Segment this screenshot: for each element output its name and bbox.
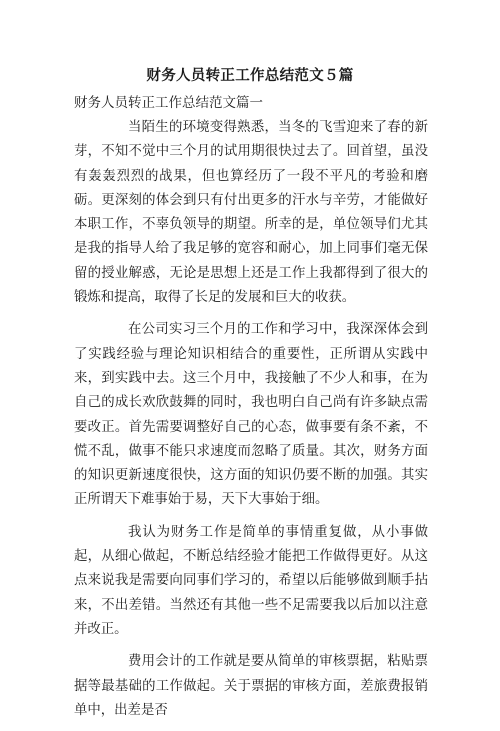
paragraph-4: 费用会计的工作就是要从简单的审核票据，粘贴票据等最基础的工作做起。关于票据的审核方面，差旅费报销单中，出差是否 [74, 654, 428, 718]
document-title: 财务人员转正工作总结范文５篇 [146, 68, 354, 84]
document-body [74, 116, 428, 731]
paragraph-3: 我认为财务工作是简单的事情重复做，从小事做起，从细心做起，不断总结经验才能把工作做得更好。从这点来说我是需要向同事们学习的，希望以后能够做到顺手拈来，不出差错。当然还有其他一些不足需要我以后加以注意并改正。 [74, 524, 428, 637]
section-heading: 财务人员转正工作总结范文篇一 [74, 95, 263, 111]
paragraph-1: 当陌生的环境变得熟悉，当冬的飞雪迎来了春的新芽，不知不觉中三个月的试用期很快过去了。回首望，虽没有轰轰烈烈的战果，但也算经历了一段不平凡的考验和磨砺。更深刻的体会到只有付出更多的汗水与辛劳，才能做好本职工作，不辜负领导的期望。所幸的是，单位领导们尤其是我的指导人给了我足够的宽容和耐心，加上同事们毫无保留的授业解惑，无论是思想上还是工作上我都得到了很大的锻炼和提高，取得了长足的发展和巨大的收获。 [74, 120, 428, 306]
paragraph-2: 在公司实习三个月的工作和学习中，我深深体会到了实践经验与理论知识相结合的重要性，正所谓从实践中来，到实践中去。这三个月中，我接触了不少人和事，在为自己的成长欢欣鼓舞的同时，我也明白自己尚有许多缺点需要改正。首先需要调整好自己的心态，做事要有条不紊，不慌不乱，做事不能只求速度而忽略了质量。其次，财务方面的知识更新速度很快，这方面的知识仍要不断的加强。其实正所谓天下难事始于易，天下大事始于细。 [74, 322, 428, 508]
